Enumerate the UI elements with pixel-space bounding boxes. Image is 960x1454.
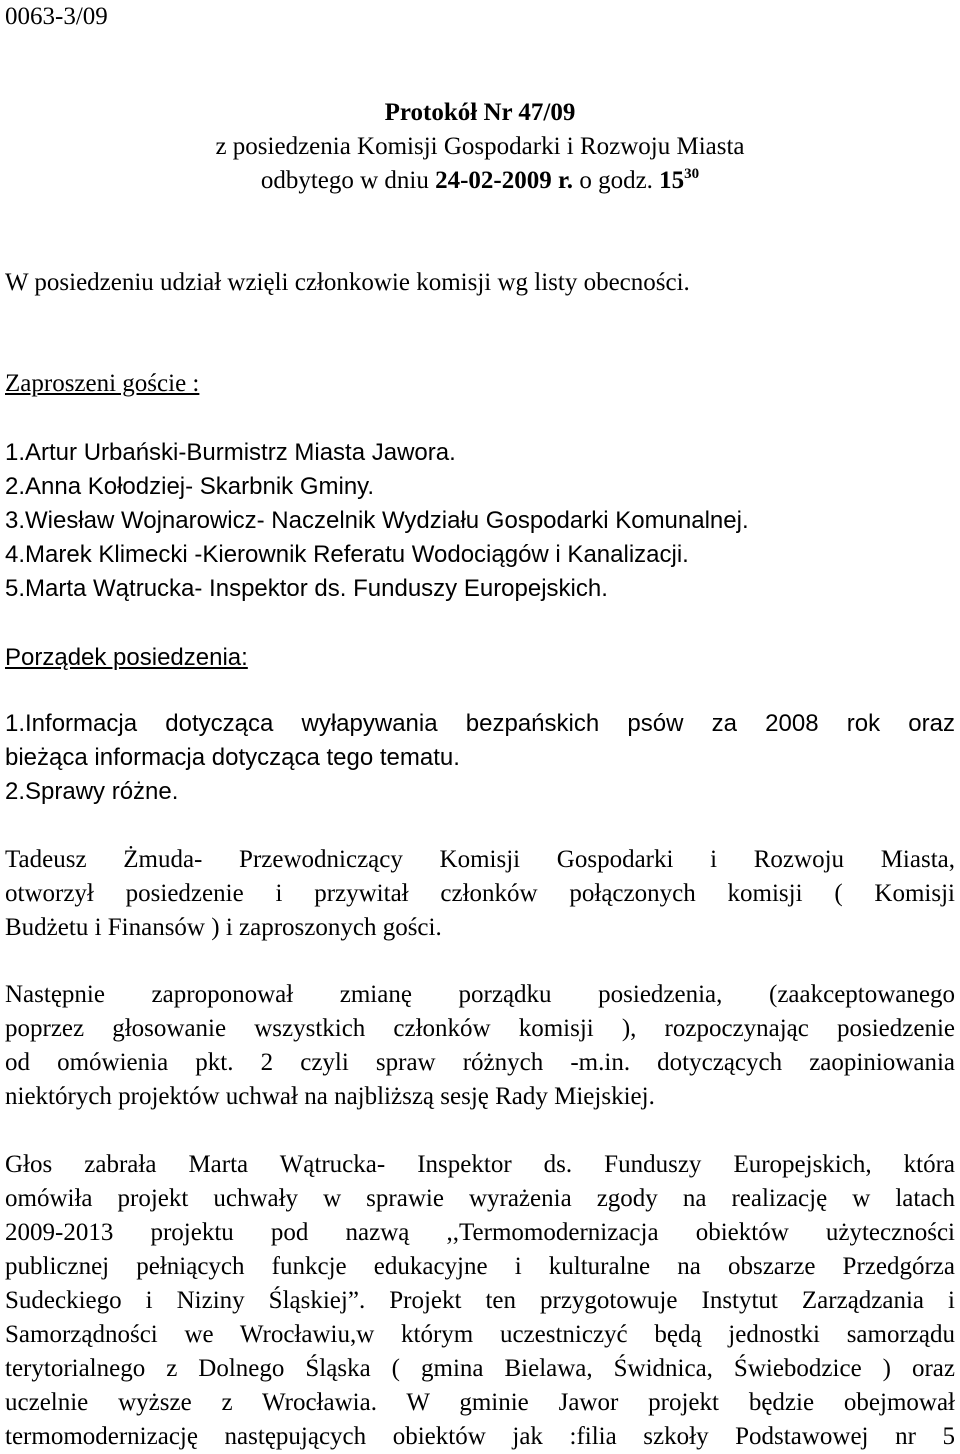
- guests-heading-text: Zaproszeni goście :: [5, 370, 200, 397]
- paragraph-line: termomodernizację następujących obiektów jak :filia szkoły Podstawowej nr 5: [5, 1423, 955, 1450]
- guest-item: 1.Artur Urbański-Burmistrz Miasta Jawora.: [5, 439, 456, 466]
- paragraph-line: Następnie zaproponował zmianę porządku posiedzenia, (zaakceptowanego: [5, 981, 955, 1008]
- agenda-item-1: 1.Informacja dotycząca wyłapywania bezpańskich psów za 2008 rok oraz: [5, 710, 955, 737]
- paragraph-line: Budżetu i Finansów ) i zaproszonych gości.: [5, 914, 442, 941]
- paragraph-line: omówiła projekt uchwały w sprawie wyrażenia zgody na realizację w latach: [5, 1185, 955, 1212]
- paragraph-line: 2009-2013 projektu pod nazwą ,,Termomodernizacja obiektów użyteczności: [5, 1219, 955, 1246]
- paragraph-line: niektórych projektów uchwał na najbliższą sesję Rady Miejskiej.: [5, 1083, 655, 1110]
- paragraph-line: od omówienia pkt. 2 czyli spraw różnych -m.in. dotyczących zaopiniowania: [5, 1049, 955, 1076]
- agenda-item-1-cont: bieżąca informacja dotycząca tego tematu.: [5, 744, 460, 771]
- paragraph-line: Głos zabrała Marta Wątrucka- Inspektor ds. Funduszy Europejskich, która: [5, 1151, 955, 1178]
- attendance-statement: [5, 266, 955, 300]
- paragraph-line: otworzył posiedzenie i przywitał członków połączonych komisji ( Komisji: [5, 880, 955, 907]
- protocol-date-line: [5, 164, 955, 198]
- guests-heading: [5, 367, 955, 401]
- guests-list: [5, 436, 955, 606]
- paragraph-line: Sudeckiego i Niziny Śląskiej”. Projekt ten przygotowuje Instytut Zarządzania i: [5, 1287, 955, 1314]
- attendance-text: W posiedzeniu udział wzięli członkowie komisji wg listy obecności.: [5, 269, 690, 296]
- paragraph-line: uczelnie wyższe z Wrocławia. W gminie Jawor projekt będzie obejmował: [5, 1389, 955, 1416]
- document-reference-text: 0063-3/09: [5, 3, 108, 30]
- agenda-heading-text: Porządek posiedzenia:: [5, 644, 248, 671]
- agenda-list: [5, 707, 955, 809]
- paragraph-line: Tadeusz Żmuda- Przewodniczący Komisji Gospodarki i Rozwoju Miasta,: [5, 846, 955, 873]
- date-line-prefix: odbytego w dniu: [260, 167, 436, 194]
- guest-item: 4.Marek Klimecki -Kierownik Referatu Wodociągów i Kanalizacji.: [5, 541, 689, 568]
- meeting-date: 24-02-2009 r.: [435, 167, 574, 194]
- agenda-item-2: 2.Sprawy różne.: [5, 778, 179, 805]
- meeting-minutes: 30: [684, 166, 700, 182]
- protocol-subtitle: z posiedzenia Komisji Gospodarki i Rozwoju Miasta: [215, 133, 745, 160]
- guest-item: 3.Wiesław Wojnarowicz- Naczelnik Wydziału Gospodarki Komunalnej.: [5, 507, 749, 534]
- paragraph-agenda-change: [5, 978, 955, 1114]
- guest-item: 5.Marta Wątrucka- Inspektor ds. Funduszy Europejskich.: [5, 575, 608, 602]
- document-reference: [5, 0, 955, 34]
- paragraph-line: poprzez głosowanie wszystkich członków komisji ), rozpoczynając posiedzenie: [5, 1015, 955, 1042]
- paragraph-line: Samorządności we Wrocławiu,w którym uczestniczyć będą jednostki samorządu: [5, 1321, 955, 1348]
- agenda-heading: [5, 641, 955, 675]
- protocol-header: [5, 96, 955, 198]
- paragraph-opening: [5, 843, 955, 945]
- meeting-hour: 15: [659, 167, 685, 194]
- date-line-middle: o godz.: [573, 167, 660, 194]
- paragraph-line: terytorialnego z Dolnego Śląska ( gmina Bielawa, Świdnica, Świebodzice ) oraz: [5, 1355, 955, 1382]
- paragraph-project: [5, 1148, 955, 1454]
- protocol-title: Protokół Nr 47/09: [384, 99, 576, 126]
- guest-item: 2.Anna Kołodziej- Skarbnik Gminy.: [5, 473, 375, 500]
- paragraph-line: publicznej pełniących funkcje edukacyjne i kulturalne na obszarze Przedgórza: [5, 1253, 955, 1280]
